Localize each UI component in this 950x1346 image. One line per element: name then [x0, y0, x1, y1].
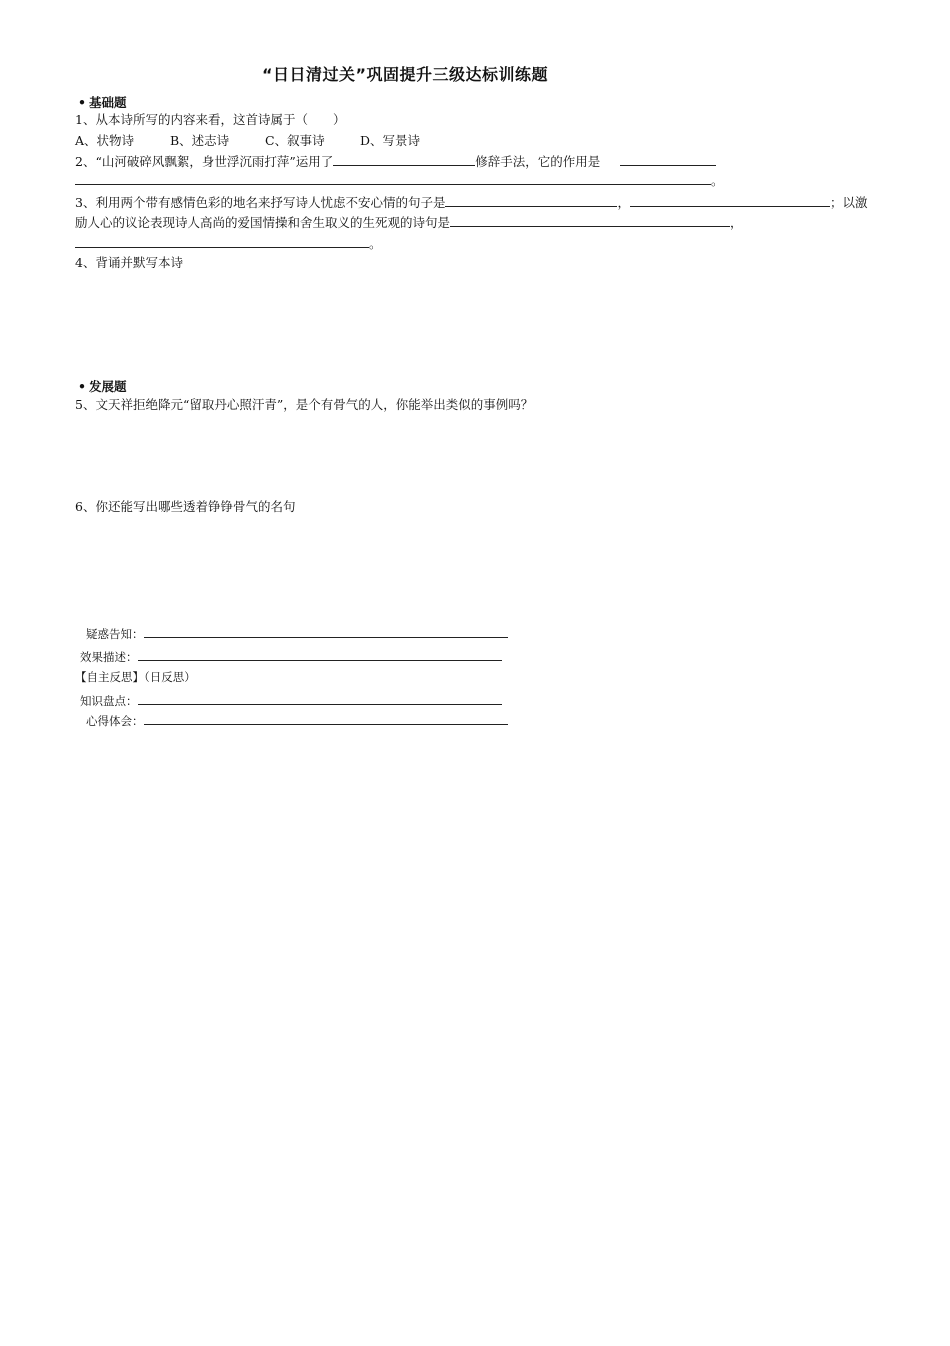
effect-blank[interactable]	[138, 648, 502, 661]
answer-blank-effect[interactable]	[620, 153, 716, 166]
option-b: B、述志诗	[170, 133, 230, 148]
section-basic-label: 基础题	[89, 95, 127, 110]
question-2-end: 。	[711, 173, 724, 188]
question-2-middle: 修辞手法，它的作用是	[475, 154, 601, 169]
answer-blank-patriotic-2[interactable]	[75, 235, 369, 248]
question-1: 1、从本诗所写的内容来看，这首诗属于（ ）	[75, 112, 346, 127]
knowledge-label: 知识盘点：	[80, 694, 138, 708]
self-reflection-label: 【自主反思】	[75, 670, 144, 684]
question-3-line-3	[75, 235, 382, 252]
question-3-prefix: 3、利用两个带有感情色彩的地名来抒写诗人忧虑不安心情的句子是	[75, 195, 446, 210]
question-1-options	[75, 133, 420, 149]
option-c: C、叙事诗	[265, 133, 325, 148]
question-6: 6、你还能写出哪些透着铮铮骨气的名句	[75, 499, 296, 514]
insights-label: 心得体会：	[86, 714, 144, 728]
question-3-comma: ，	[617, 195, 630, 210]
knowledge-row	[80, 692, 502, 708]
question-3-line-2	[75, 214, 743, 231]
doubts-blank[interactable]	[144, 625, 508, 638]
answer-blank-effect-cont[interactable]	[75, 172, 711, 185]
question-4: 4、背诵并默写本诗	[75, 255, 183, 270]
section-extended-heading	[78, 377, 127, 395]
bullet-icon: •	[78, 379, 86, 394]
insights-row	[86, 712, 508, 728]
effect-row	[80, 648, 502, 664]
question-3-line-2-comma: ，	[730, 215, 743, 230]
section-extended-label: 发展题	[89, 379, 127, 394]
doubts-row	[86, 625, 508, 641]
question-3-line-1	[75, 194, 868, 211]
section-basic-heading	[78, 93, 127, 111]
answer-blank-rhetoric[interactable]	[333, 153, 475, 166]
option-a: A、状物诗	[75, 133, 135, 148]
insights-blank[interactable]	[144, 712, 508, 725]
self-reflection-heading	[75, 670, 196, 684]
doubts-label: 疑惑告知：	[86, 627, 144, 641]
effect-label: 效果描述：	[80, 650, 138, 664]
question-2-prefix: 2、“山河破碎风飘絮，身世浮沉雨打萍”运用了	[75, 154, 334, 169]
question-3-line-2-prefix: 励人心的议论表现诗人高尚的爱国情操和舍生取义的生死观的诗句是	[75, 215, 451, 230]
question-5: 5、文天祥拒绝降元“留取丹心照汗青”，是个有骨气的人，你能举出类似的事例吗？	[75, 397, 534, 412]
bullet-icon: •	[78, 95, 86, 110]
knowledge-blank[interactable]	[138, 692, 502, 705]
question-2-continuation	[75, 172, 724, 189]
document-title: “日日清过关”巩固提升三级达标训练题	[262, 65, 549, 84]
answer-blank-place-2[interactable]	[630, 194, 830, 207]
question-3-end: 。	[369, 236, 382, 251]
question-2	[75, 153, 716, 170]
answer-blank-patriotic-1[interactable]	[450, 214, 730, 227]
option-d: D、写景诗	[360, 133, 421, 148]
answer-blank-place-1[interactable]	[445, 194, 617, 207]
daily-reflection-label: （日反思）	[144, 670, 196, 684]
question-3-suffix: ；以激	[829, 195, 868, 210]
